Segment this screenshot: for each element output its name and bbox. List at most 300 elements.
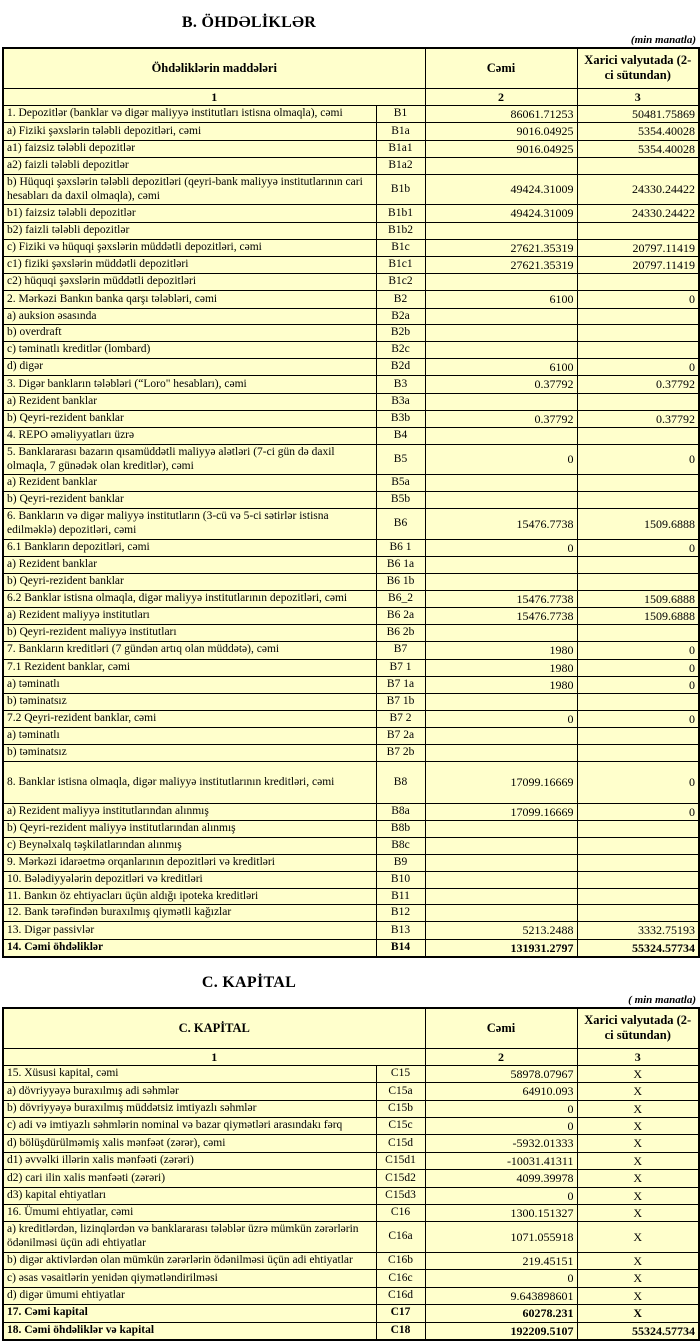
capital-table	[2, 1007, 700, 1341]
row-label: a) Fiziki şəxslərin tələbli depozitləri, cəmi	[3, 123, 376, 140]
table-row	[3, 1152, 699, 1169]
table-row	[3, 590, 699, 607]
table-row	[3, 855, 699, 872]
row-label: 2. Mərkəzi Bankın banka qarşı tələbləri, cəmi	[3, 291, 376, 308]
row-total-value: 9016.04925	[425, 123, 577, 140]
row-total-value	[425, 821, 577, 838]
row-foreign-value	[577, 821, 699, 838]
row-code: B7 1	[376, 659, 425, 676]
row-label: a) Rezident maliyyə institutlarından alınmış	[3, 804, 376, 821]
table-row	[3, 410, 699, 427]
row-foreign-value	[577, 625, 699, 642]
table-row	[3, 1305, 699, 1322]
table-row	[3, 573, 699, 590]
row-foreign-value: 0	[577, 539, 699, 556]
table-row	[3, 308, 699, 325]
row-code: B6_2	[376, 590, 425, 607]
row-total-value	[425, 556, 577, 573]
row-code: B3a	[376, 393, 425, 410]
row-code: B2b	[376, 325, 425, 342]
row-code: B6 1a	[376, 556, 425, 573]
table-row	[3, 140, 699, 157]
row-total-value: 27621.35319	[425, 239, 577, 256]
row-total-value	[425, 888, 577, 905]
row-foreign-value	[577, 325, 699, 342]
table-row	[3, 1205, 699, 1222]
table-row	[3, 1270, 699, 1287]
table-row	[3, 642, 699, 659]
row-label: c1) fiziki şəxslərin müddətli depozitləri	[3, 257, 376, 274]
row-total-value: 9016.04925	[425, 140, 577, 157]
table-row	[3, 888, 699, 905]
row-total-value: 6100	[425, 291, 577, 308]
row-foreign-value: 0.37792	[577, 376, 699, 393]
row-code: B8c	[376, 838, 425, 855]
row-code: B6 1	[376, 539, 425, 556]
row-label: b) Qeyri-rezident banklar	[3, 410, 376, 427]
table-row	[3, 922, 699, 939]
row-label: 6.1 Bankların depozitləri, cəmi	[3, 539, 376, 556]
row-foreign-value: 3332.75193	[577, 922, 699, 939]
table-row	[3, 694, 699, 711]
row-code: C15	[376, 1065, 425, 1082]
row-foreign-value: X	[577, 1083, 699, 1100]
table-row	[3, 871, 699, 888]
row-code: B6	[376, 508, 425, 539]
row-label: d) digər	[3, 359, 376, 376]
column-number-3: 3	[577, 1048, 699, 1065]
row-foreign-value: 0	[577, 762, 699, 804]
row-total-value	[425, 728, 577, 745]
table-row	[3, 1135, 699, 1152]
row-code: B2c	[376, 342, 425, 359]
row-total-value: 4099.39978	[425, 1170, 577, 1187]
row-total-value: 0	[425, 711, 577, 728]
row-label: b1) faizsiz tələbli depozitlər	[3, 205, 376, 222]
table-row	[3, 1170, 699, 1187]
table-row	[3, 1287, 699, 1304]
table-row	[3, 711, 699, 728]
table-row	[3, 556, 699, 573]
row-foreign-value: 20797.11419	[577, 257, 699, 274]
row-label: d) digər ümumi ehtiyatlar	[3, 1287, 376, 1304]
row-total-value	[425, 694, 577, 711]
row-label: 15. Xüsusi kapital, cəmi	[3, 1065, 376, 1082]
row-total-value: 0.37792	[425, 410, 577, 427]
row-foreign-value: 0	[577, 659, 699, 676]
table-row	[3, 1322, 699, 1340]
column-number-2: 2	[425, 1048, 577, 1065]
row-foreign-value: X	[577, 1205, 699, 1222]
row-total-value: 15476.7738	[425, 590, 577, 607]
row-label: c) adi və imtiyazlı səhmlərin nominal və bazar qiymətləri arasındakı fərq	[3, 1118, 376, 1135]
row-total-value	[425, 838, 577, 855]
row-label: 8. Banklar istisna olmaqla, digər maliyyə institutlarının kreditləri, cəmi	[3, 762, 376, 804]
row-foreign-value	[577, 492, 699, 509]
row-label: b) overdraft	[3, 325, 376, 342]
row-total-value: 5213.2488	[425, 922, 577, 939]
row-foreign-value: X	[577, 1118, 699, 1135]
row-code: B2d	[376, 359, 425, 376]
row-total-value	[425, 308, 577, 325]
row-total-value: 1980	[425, 676, 577, 693]
row-total-value: 86061.71253	[425, 105, 577, 122]
table-row	[3, 427, 699, 444]
row-code: B7 2	[376, 711, 425, 728]
table-row	[3, 905, 699, 922]
table-row	[3, 222, 699, 239]
row-code: B6 2a	[376, 607, 425, 624]
row-code: B9	[376, 855, 425, 872]
row-foreign-value: 55324.57734	[577, 939, 699, 957]
row-foreign-value: 20797.11419	[577, 239, 699, 256]
row-total-value: 219.45151	[425, 1253, 577, 1270]
row-total-value	[425, 427, 577, 444]
table-row	[3, 325, 699, 342]
row-total-value	[425, 871, 577, 888]
row-label: 7.1 Rezident banklar, cəmi	[3, 659, 376, 676]
row-label: b) digər aktivlərdən olan mümkün zərərlərin ödənilməsi üçün adi ehtiyatlar	[3, 1253, 376, 1270]
table-row	[3, 762, 699, 804]
column-header-items: C. KAPİTAL	[3, 1008, 425, 1048]
row-foreign-value: 5354.40028	[577, 140, 699, 157]
row-label: 1. Depozitlər (banklar və digər maliyyə institutları istisna olmaqla), cəmi	[3, 105, 376, 122]
table-row	[3, 745, 699, 762]
row-code: B1c2	[376, 274, 425, 291]
row-label: 14. Cəmi öhdəliklər	[3, 939, 376, 957]
row-label: a) kreditlərdən, lizinqlərdən və banklararası tələblər üzrə mümkün zərərlərin ödənilməsi üçün adi ehtiyatlar	[3, 1222, 376, 1253]
row-code: B1a1	[376, 140, 425, 157]
row-label: d2) cari ilin xalis mənfəəti (zərəri)	[3, 1170, 376, 1187]
row-total-value	[425, 573, 577, 590]
liabilities-table	[2, 47, 700, 958]
row-label: a) Rezident banklar	[3, 556, 376, 573]
table-row	[3, 607, 699, 624]
row-label: a) Rezident banklar	[3, 393, 376, 410]
row-foreign-value	[577, 728, 699, 745]
row-foreign-value	[577, 427, 699, 444]
row-label: 13. Digər passivlər	[3, 922, 376, 939]
row-foreign-value: 50481.75869	[577, 105, 699, 122]
row-code: C17	[376, 1305, 425, 1322]
row-total-value: 0	[425, 444, 577, 475]
row-label: 10. Bələdiyyələrin depozitləri və kreditləri	[3, 871, 376, 888]
row-total-value	[425, 342, 577, 359]
table-row	[3, 939, 699, 957]
row-label: c) Fiziki və hüquqi şəxslərin müddətli depozitləri, cəmi	[3, 239, 376, 256]
row-code: B7	[376, 642, 425, 659]
row-label: b) Hüquqi şəxslərin tələbli depozitləri (qeyri-bank maliyyə institutlarının cari hesabları da daxil olmaqla), cəmi	[3, 174, 376, 205]
row-label: b) təminatsız	[3, 694, 376, 711]
row-total-value	[425, 625, 577, 642]
row-code: B12	[376, 905, 425, 922]
column-header-total: Cəmi	[425, 48, 577, 88]
row-total-value: 131931.2797	[425, 939, 577, 957]
row-code: C15d2	[376, 1170, 425, 1187]
row-foreign-value: X	[577, 1135, 699, 1152]
row-foreign-value: 1509.6888	[577, 607, 699, 624]
row-label: 7.2 Qeyri-rezident banklar, cəmi	[3, 711, 376, 728]
column-number-1: 1	[3, 88, 425, 105]
row-code: B2a	[376, 308, 425, 325]
row-label: b) Qeyri-rezident maliyyə institutlarından alınmış	[3, 821, 376, 838]
row-total-value: 6100	[425, 359, 577, 376]
row-code: B10	[376, 871, 425, 888]
table-row	[3, 804, 699, 821]
row-code: C16a	[376, 1222, 425, 1253]
row-foreign-value: 0	[577, 359, 699, 376]
row-foreign-value	[577, 342, 699, 359]
row-total-value: 1300.151327	[425, 1205, 577, 1222]
row-label: b) təminatsız	[3, 745, 376, 762]
row-foreign-value: X	[577, 1287, 699, 1304]
row-foreign-value: 0	[577, 711, 699, 728]
row-code: B7 2a	[376, 728, 425, 745]
row-total-value: -5932.01333	[425, 1135, 577, 1152]
row-code: C15b	[376, 1100, 425, 1117]
table-row	[3, 728, 699, 745]
row-code: B1	[376, 105, 425, 122]
row-total-value: 27621.35319	[425, 257, 577, 274]
row-code: C15a	[376, 1083, 425, 1100]
table-row	[3, 676, 699, 693]
row-label: 7. Bankların kreditləri (7 gündən artıq olan müddətə), cəmi	[3, 642, 376, 659]
row-foreign-value: X	[577, 1270, 699, 1287]
column-header-total: Cəmi	[425, 1008, 577, 1048]
table-row	[3, 158, 699, 175]
row-total-value	[425, 274, 577, 291]
row-foreign-value	[577, 838, 699, 855]
row-foreign-value	[577, 745, 699, 762]
row-label: d) bölüşdürülməmiş xalis mənfəət (zərər), cəmi	[3, 1135, 376, 1152]
row-total-value: -10031.41311	[425, 1152, 577, 1169]
column-header-foreign: Xarici valyutada (2-ci sütundan)	[577, 1008, 699, 1048]
row-code: C15d3	[376, 1187, 425, 1204]
row-code: B5	[376, 444, 425, 475]
row-foreign-value: X	[577, 1065, 699, 1082]
table-row	[3, 1222, 699, 1253]
table-row	[3, 239, 699, 256]
row-foreign-value	[577, 694, 699, 711]
table-row	[3, 257, 699, 274]
table-row	[3, 508, 699, 539]
table-row	[3, 838, 699, 855]
row-label: a) dövriyyəyə buraxılmış adi səhmlər	[3, 1083, 376, 1100]
row-foreign-value: X	[577, 1253, 699, 1270]
row-label: 9. Mərkəzi idarəetmə orqanlarının depozitləri və kreditləri	[3, 855, 376, 872]
row-foreign-value: 55324.57734	[577, 1322, 699, 1340]
row-code: B7 2b	[376, 745, 425, 762]
row-foreign-value: X	[577, 1170, 699, 1187]
row-total-value	[425, 855, 577, 872]
row-total-value	[425, 475, 577, 492]
row-code: C16	[376, 1205, 425, 1222]
row-code: B1b1	[376, 205, 425, 222]
row-foreign-value: 0	[577, 642, 699, 659]
row-foreign-value: 0	[577, 444, 699, 475]
row-foreign-value: 0	[577, 676, 699, 693]
row-label: b) Qeyri-rezident banklar	[3, 573, 376, 590]
row-total-value: 17099.16669	[425, 762, 577, 804]
row-code: B8a	[376, 804, 425, 821]
table-row	[3, 625, 699, 642]
capital-header-row	[3, 1008, 699, 1048]
table-row	[3, 475, 699, 492]
row-code: B3	[376, 376, 425, 393]
row-label: c2) hüquqi şəxslərin müddətli depozitləri	[3, 274, 376, 291]
row-label: b) Qeyri-rezident maliyyə institutları	[3, 625, 376, 642]
row-label: b2) faizli tələbli depozitlər	[3, 222, 376, 239]
table-row	[3, 342, 699, 359]
column-number-3: 3	[577, 88, 699, 105]
row-code: C15c	[376, 1118, 425, 1135]
row-foreign-value	[577, 855, 699, 872]
table-row	[3, 376, 699, 393]
liabilities-table-body	[3, 105, 699, 957]
row-code: B13	[376, 922, 425, 939]
row-total-value: 0	[425, 1118, 577, 1135]
table-row	[3, 174, 699, 205]
row-label: a1) faizsiz tələbli depozitlər	[3, 140, 376, 157]
row-foreign-value: 0.37792	[577, 410, 699, 427]
units-note-b: (min manatla)	[630, 34, 696, 46]
row-foreign-value	[577, 308, 699, 325]
row-code: C15d	[376, 1135, 425, 1152]
row-code: B1b2	[376, 222, 425, 239]
row-foreign-value: 1509.6888	[577, 590, 699, 607]
row-code: C16c	[376, 1270, 425, 1287]
row-total-value: 58978.07967	[425, 1065, 577, 1082]
row-total-value: 64910.093	[425, 1083, 577, 1100]
row-code: B4	[376, 427, 425, 444]
table-row	[3, 393, 699, 410]
row-code: B2	[376, 291, 425, 308]
row-label: b) dövriyyəyə buraxılmış müddətsiz imtiyazlı səhmlər	[3, 1100, 376, 1117]
row-foreign-value: X	[577, 1222, 699, 1253]
section-b-title: B. ÖHDƏLİKLƏR	[181, 14, 317, 31]
row-label: c) təminatlı kreditlər (lombard)	[3, 342, 376, 359]
row-label: d3) kapital ehtiyatları	[3, 1187, 376, 1204]
table-row	[3, 205, 699, 222]
table-row	[3, 659, 699, 676]
capital-table-body	[3, 1065, 699, 1340]
row-code: C16b	[376, 1253, 425, 1270]
row-foreign-value: X	[577, 1100, 699, 1117]
row-code: B1c	[376, 239, 425, 256]
row-code: B8	[376, 762, 425, 804]
row-code: B1c1	[376, 257, 425, 274]
table-row	[3, 359, 699, 376]
table-row	[3, 1083, 699, 1100]
row-code: B3b	[376, 410, 425, 427]
section-c-title: C. KAPİTAL	[201, 974, 297, 992]
row-code: B11	[376, 888, 425, 905]
row-label: 18. Cəmi öhdəliklər və kapital	[3, 1322, 376, 1340]
row-total-value: 0	[425, 1100, 577, 1117]
row-code: B5b	[376, 492, 425, 509]
row-total-value: 0	[425, 1270, 577, 1287]
row-code: B7 1a	[376, 676, 425, 693]
row-foreign-value	[577, 905, 699, 922]
row-label: c) Beynəlxalq təşkilatlarından alınmış	[3, 838, 376, 855]
row-foreign-value: 24330.24422	[577, 174, 699, 205]
row-label: 4. REPO əməliyyatları üzrə	[3, 427, 376, 444]
row-foreign-value	[577, 573, 699, 590]
capital-column-numbers-row	[3, 1048, 699, 1065]
row-total-value: 49424.31009	[425, 174, 577, 205]
row-total-value: 0	[425, 539, 577, 556]
row-label: a) təminatlı	[3, 728, 376, 745]
row-label: 5. Banklararası bazarın qısamüddətli maliyyə alətləri (7-ci gün də daxil olmaqla, 7 günədək olan kreditlər), cəmi	[3, 444, 376, 475]
row-code: B6 2b	[376, 625, 425, 642]
row-foreign-value: 0	[577, 291, 699, 308]
table-row	[3, 444, 699, 475]
table-row	[3, 274, 699, 291]
row-label: a2) faizli tələbli depozitlər	[3, 158, 376, 175]
row-label: 3. Digər bankların tələbləri (“Loro" hesabları), cəmi	[3, 376, 376, 393]
table-row	[3, 1100, 699, 1117]
table-row	[3, 1253, 699, 1270]
table-row	[3, 1187, 699, 1204]
row-label: a) auksion əsasında	[3, 308, 376, 325]
row-total-value	[425, 325, 577, 342]
row-total-value	[425, 158, 577, 175]
column-number-1: 1	[3, 1048, 425, 1065]
row-code: B8b	[376, 821, 425, 838]
row-label: 6.2 Banklar istisna olmaqla, digər maliyyə institutlarının depozitləri, cəmi	[3, 590, 376, 607]
column-header-items: Öhdəliklərin maddələri	[3, 48, 425, 88]
row-foreign-value: X	[577, 1152, 699, 1169]
table-row	[3, 105, 699, 122]
row-foreign-value: 24330.24422	[577, 205, 699, 222]
row-total-value: 1071.055918	[425, 1222, 577, 1253]
row-total-value: 0	[425, 1187, 577, 1204]
row-total-value	[425, 492, 577, 509]
row-foreign-value	[577, 274, 699, 291]
row-code: B7 1b	[376, 694, 425, 711]
row-total-value: 15476.7738	[425, 607, 577, 624]
row-foreign-value: X	[577, 1305, 699, 1322]
row-label: b) Qeyri-rezident banklar	[3, 492, 376, 509]
table-row	[3, 291, 699, 308]
table-row	[3, 1065, 699, 1082]
column-number-2: 2	[425, 88, 577, 105]
row-total-value: 192209.5107	[425, 1322, 577, 1340]
row-label: a) Rezident maliyyə institutları	[3, 607, 376, 624]
row-label: c) əsas vəsaitlərin yenidən qiymətləndirilməsi	[3, 1270, 376, 1287]
table-row	[3, 821, 699, 838]
liabilities-column-numbers-row	[3, 88, 699, 105]
row-foreign-value	[577, 888, 699, 905]
row-code: C16d	[376, 1287, 425, 1304]
row-foreign-value	[577, 475, 699, 492]
row-label: 11. Bankın öz ehtiyacları üçün aldığı ipoteka kreditləri	[3, 888, 376, 905]
table-row	[3, 492, 699, 509]
row-code: C18	[376, 1322, 425, 1340]
row-total-value: 0.37792	[425, 376, 577, 393]
row-code: B6 1b	[376, 573, 425, 590]
row-total-value: 1980	[425, 659, 577, 676]
row-label: d1) əvvəlki illərin xalis mənfəəti (zərəri)	[3, 1152, 376, 1169]
row-total-value: 1980	[425, 642, 577, 659]
row-foreign-value: 5354.40028	[577, 123, 699, 140]
row-label: 12. Bank tərəfindən buraxılmış qiymətli kağızlar	[3, 905, 376, 922]
row-code: B1a2	[376, 158, 425, 175]
row-total-value: 49424.31009	[425, 205, 577, 222]
table-row	[3, 539, 699, 556]
row-foreign-value: 0	[577, 804, 699, 821]
row-label: 6. Bankların və digər maliyyə institutların (3-cü və 5-ci sətirlər istisna edilməklə) depozitləri, cəmi	[3, 508, 376, 539]
